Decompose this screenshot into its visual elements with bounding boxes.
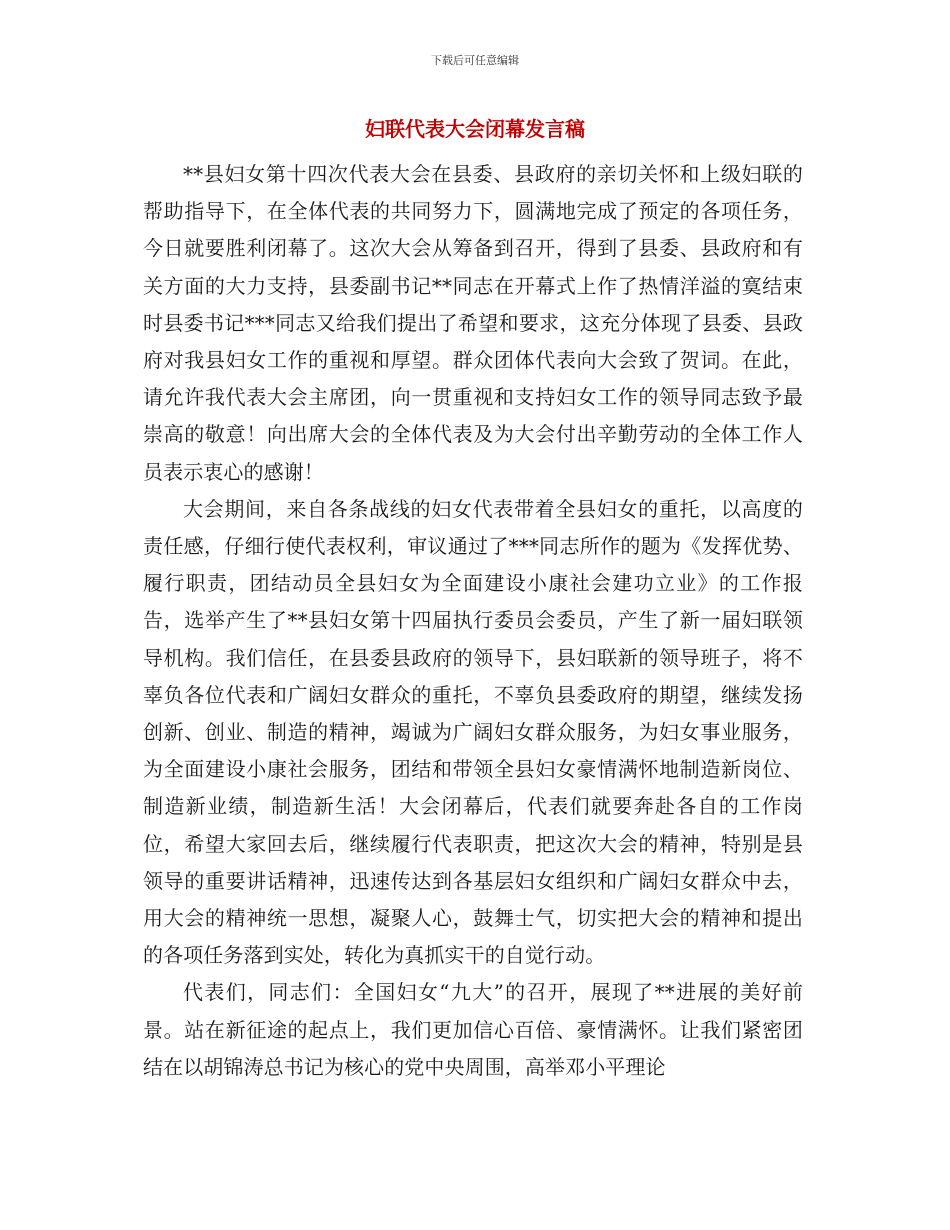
paragraph-3: 代表们，同志们：全国妇女“九大”的召开，展现了**进展的美好前景。站在新征途的起点上，我们更加信心百倍、豪情满怀。让我们紧密团结在以胡锦涛总书记为核心的党中央周围，高举邓小平理论 (143, 980, 803, 1079)
document-title: 妇联代表大会闭幕发言稿 (365, 117, 585, 141)
document-body (143, 156, 803, 1086)
paragraph-2: 大会期间，来自各条战线的妇女代表带着全县妇女的重托，以高度的责任感，仔细行使代表权利，审议通过了***同志所作的题为《发挥优势、履行职责，团结动员全县妇女为全面建设小康社会建功立业》的工作报告，选举产生了**县妇女第十四届执行委员会委员，产生了新一届妇联领导机构。我们信任，在县委县政府的领导下，县妇联新的领导班子，将不辜负各位代表和广阔妇女群众的重托，不辜负县委政府的期望，继续发扬创新、创业、制造的精神，竭诚为广阔妇女群众服务，为妇女事业服务，为全面建设小康社会服务，团结和带领全县妇女豪情满怀地制造新岗位、制造新业绩，制造新生活！大会闭幕后，代表们就要奔赴各自的工作岗位，希望大家回去后，继续履行代表职责，把这次大会的精神，特别是县领导的重要讲话精神，迅速传达到各基层妇女组织和广阔妇女群众中去，用大会的精神统一思想，凝聚人心，鼓舞士气，切实把大会的精神和提出的各项任务落到实处，转化为真抓实干的自觉行动。 (143, 496, 803, 968)
paragraph-1: **县妇女第十四次代表大会在县委、县政府的亲切关怀和上级妇联的帮助指导下，在全体代表的共同努力下，圆满地完成了预定的各项任务，今日就要胜利闭幕了。这次大会从筹备到召开，得到了县委、县政府和有关方面的大力支持，县委副书记**同志在开幕式上作了热情洋溢的寞结束时县委书记***同志又给我们提出了希望和要求，这充分体现了县委、县政府对我县妇女工作的重视和厚望。群众团体代表向大会致了贺词。在此，请允许我代表大会主席团，向一贯重视和支持妇女工作的领导同志致予最崇高的敬意！向出席大会的全体代表及为大会付出辛勤劳动的全体工作人员表示衷心的感谢！ (143, 162, 803, 484)
header-note: 下载后可任意编辑 (431, 54, 519, 67)
